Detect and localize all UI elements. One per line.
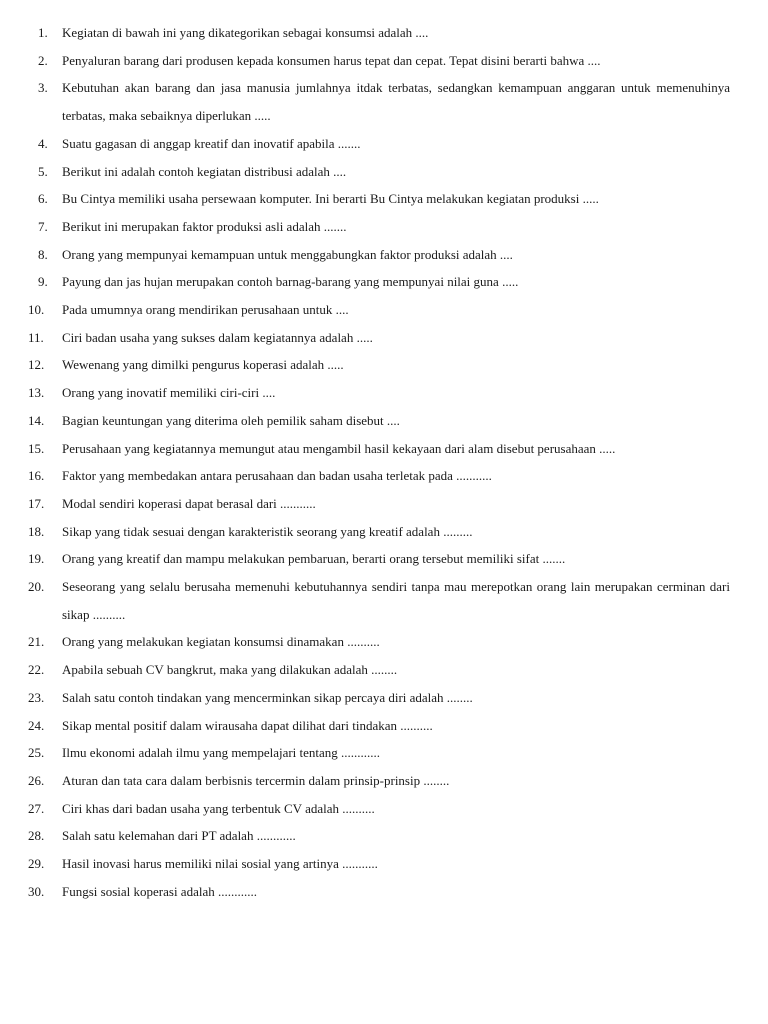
question-text: Payung dan jas hujan merupakan contoh barnag-barang yang mempunyai nilai guna ..... <box>62 274 519 290</box>
question-text: Penyaluran barang dari produsen kepada konsumen harus tepat dan cepat. Tepat disini berarti bahwa .... <box>62 52 601 68</box>
question-number: 25. <box>28 745 45 761</box>
question-text: Salah satu kelemahan dari PT adalah ............ <box>62 828 296 844</box>
question-item <box>28 407 730 435</box>
question-item <box>28 878 730 906</box>
question-item <box>28 822 730 850</box>
question-item <box>28 545 730 573</box>
question-text: Bu Cintya memiliki usaha persewaan komputer. Ini berarti Bu Cintya melakukan kegiatan produksi ..... <box>62 191 599 207</box>
question-item <box>28 739 730 767</box>
question-item <box>28 296 730 324</box>
question-item <box>28 324 730 352</box>
question-number: 14. <box>28 412 45 428</box>
question-number: 26. <box>28 772 45 788</box>
question-number: 13. <box>28 385 45 401</box>
question-number: 21. <box>28 634 45 650</box>
question-number: 10. <box>28 302 45 318</box>
question-number: 22. <box>28 662 45 678</box>
question-item <box>28 767 730 795</box>
question-item <box>28 518 730 546</box>
question-number: 19. <box>28 551 45 567</box>
question-text: Apabila sebuah CV bangkrut, maka yang dilakukan adalah ........ <box>62 662 398 678</box>
question-text: Sikap yang tidak sesuai dengan karakteristik seorang yang kreatif adalah ......... <box>62 523 473 539</box>
question-number: 8. <box>38 246 48 262</box>
question-item <box>28 351 730 379</box>
question-text: Hasil inovasi harus memiliki nilai sosial yang artinya ........... <box>62 856 378 872</box>
question-number: 17. <box>28 495 45 511</box>
question-number: 4. <box>38 135 48 151</box>
question-number: 5. <box>38 163 48 179</box>
question-text: Kegiatan di bawah ini yang dikategorikan sebagai konsumsi adalah .... <box>62 25 429 40</box>
question-item <box>28 74 730 129</box>
question-item <box>28 268 730 296</box>
question-item <box>28 795 730 823</box>
question-number: 29. <box>28 856 45 872</box>
question-text: Bagian keuntungan yang diterima oleh pemilik saham disebut .... <box>62 412 400 428</box>
question-number: 28. <box>28 828 45 844</box>
question-number: 18. <box>28 523 45 539</box>
question-number: 11. <box>28 329 44 345</box>
question-number: 24. <box>28 717 45 733</box>
question-text: Perusahaan yang kegiatannya memungut atau mengambil hasil kekayaan dari alam disebut perusahaan ..... <box>62 440 616 456</box>
question-number: 6. <box>38 191 48 207</box>
question-item <box>28 379 730 407</box>
question-number: 3. <box>38 80 48 96</box>
question-number: 15. <box>28 440 45 456</box>
question-item <box>28 213 730 241</box>
question-number: 7. <box>38 218 48 234</box>
question-text: Faktor yang membedakan antara perusahaan dan badan usaha terletak pada ........... <box>62 468 492 484</box>
question-number: 12. <box>28 357 45 373</box>
question-text: Modal sendiri koperasi dapat berasal dari ........... <box>62 495 316 511</box>
question-item <box>28 684 730 712</box>
question-text: Orang yang kreatif dan mampu melakukan pembaruan, berarti orang tersebut memiliki sifat ....... <box>62 551 566 567</box>
question-text: Kebutuhan akan barang dan jasa manusia jumlahnya itdak terbatas, sedangkan kemampuan anggaran untuk memenuhinya terbatas, maka sebaiknya diperlukan ..... <box>62 80 730 124</box>
question-item <box>28 158 730 186</box>
question-text: Orang yang melakukan kegiatan konsumsi dinamakan .......... <box>62 634 380 650</box>
question-text: Orang yang inovatif memiliki ciri-ciri .... <box>62 385 276 401</box>
question-item <box>28 185 730 213</box>
question-number: 20. <box>28 579 45 595</box>
question-item <box>28 19 730 47</box>
question-item <box>28 712 730 740</box>
question-item <box>28 490 730 518</box>
question-list <box>28 19 730 906</box>
question-text: Ciri badan usaha yang sukses dalam kegiatannya adalah ..... <box>62 329 373 345</box>
question-item <box>28 435 730 463</box>
question-item <box>28 130 730 158</box>
question-text: Pada umumnya orang mendirikan perusahaan untuk .... <box>62 302 349 318</box>
question-number: 9. <box>38 274 48 290</box>
question-number: 1. <box>38 25 48 40</box>
question-text: Berikut ini adalah contoh kegiatan distribusi adalah .... <box>62 163 347 179</box>
question-text: Aturan dan tata cara dalam berbisnis tercermin dalam prinsip-prinsip ........ <box>62 772 450 788</box>
question-text: Ciri khas dari badan usaha yang terbentuk CV adalah .......... <box>62 800 375 816</box>
question-item <box>28 47 730 75</box>
question-item <box>28 241 730 269</box>
question-text: Suatu gagasan di anggap kreatif dan inovatif apabila ....... <box>62 135 361 151</box>
question-number: 27. <box>28 800 45 816</box>
question-text: Berikut ini merupakan faktor produksi asli adalah ....... <box>62 218 347 234</box>
question-number: 30. <box>28 883 45 899</box>
question-item <box>28 573 730 628</box>
question-item <box>28 462 730 490</box>
question-text: Salah satu contoh tindakan yang mencerminkan sikap percaya diri adalah ........ <box>62 689 473 705</box>
question-number: 2. <box>38 52 48 68</box>
question-item <box>28 850 730 878</box>
question-text: Fungsi sosial koperasi adalah ............ <box>62 883 257 899</box>
question-text: Wewenang yang dimilki pengurus koperasi adalah ..... <box>62 357 344 373</box>
question-text: Orang yang mempunyai kemampuan untuk menggabungkan faktor produksi adalah .... <box>62 246 513 262</box>
question-text: Sikap mental positif dalam wirausaha dapat dilihat dari tindakan .......... <box>62 717 433 733</box>
question-item <box>28 628 730 656</box>
question-number: 16. <box>28 468 45 484</box>
question-number: 23. <box>28 689 45 705</box>
question-text: Seseorang yang selalu berusaha memenuhi kebutuhannya sendiri tanpa mau merepotkan orang lain merupakan cerminan dari sikap .......... <box>62 579 730 622</box>
question-text: Ilmu ekonomi adalah ilmu yang mempelajari tentang ............ <box>62 745 381 761</box>
question-item <box>28 656 730 684</box>
